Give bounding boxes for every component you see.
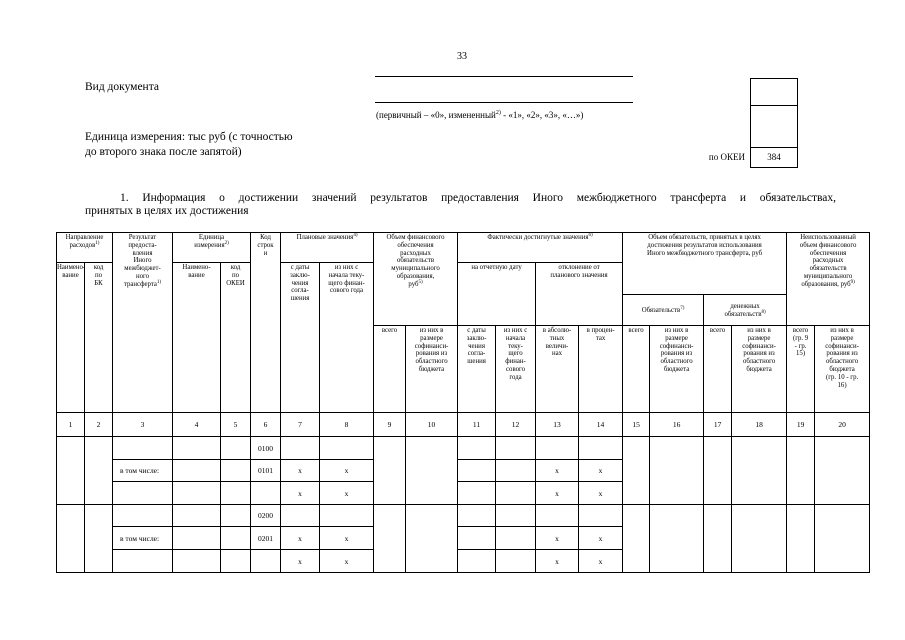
unit-name-cell xyxy=(173,527,221,550)
column-number: 1 xyxy=(57,413,85,437)
header-direction: Направление расходов$^{1)}$ xyxy=(57,233,113,263)
monetary-total-cell xyxy=(704,437,732,505)
column-number: 9 xyxy=(374,413,406,437)
header-actual-from-agreement: с даты заклю- чения согла- шения xyxy=(458,326,496,413)
plan-from-agreement-cell: x xyxy=(281,482,320,505)
code-box-cell-doc-type xyxy=(751,105,797,147)
column-number: 19 xyxy=(787,413,815,437)
row-code-cell xyxy=(251,550,281,573)
deviation-abs-cell: x xyxy=(536,460,579,482)
header-deviation-abs: в абсолю- тных величи- нах xyxy=(536,326,579,413)
deviation-pct-cell xyxy=(579,437,623,460)
header-obligations: Объем обязательств, принятых в целях достижения результатов использования Иного межбюджетного трансферта, руб xyxy=(623,233,787,295)
actual-from-agreement-cell xyxy=(458,482,496,505)
header-deviation: отклонение от планового значения xyxy=(536,263,623,326)
column-number: 5 xyxy=(221,413,251,437)
unit-name-cell xyxy=(173,460,221,482)
header-row-code: Код строк и xyxy=(251,233,281,413)
footnote-mark: 2) xyxy=(495,110,501,116)
deviation-pct-cell: x xyxy=(579,550,623,573)
header-monetary-total: всего xyxy=(704,326,732,413)
header-funding-cofin: из них в размере софинанси- рования из областного бюджета xyxy=(406,326,458,413)
header-obligations-accepted: Обязательств$^{7)}$ xyxy=(623,295,704,326)
funding-total-cell xyxy=(374,437,406,505)
column-number: 7 xyxy=(281,413,320,437)
okei-label: по ОКЕИ xyxy=(708,152,745,162)
deviation-abs-cell xyxy=(536,505,579,527)
row-code-cell: 0100 xyxy=(251,437,281,460)
actual-from-agreement-cell xyxy=(458,460,496,482)
header-obligations-monetary: денежных обязательств$^{8)}$ xyxy=(704,295,787,326)
column-number: 2 xyxy=(85,413,113,437)
deviation-pct-cell: x xyxy=(579,460,623,482)
actual-from-agreement-cell xyxy=(458,550,496,573)
plan-current-year-cell: x xyxy=(320,550,374,573)
header-funding: Объем финансового обеспечения расходных обязательств муниципального образования, руб$^{5)}$ xyxy=(374,233,458,326)
header-planned-from-agreement: с даты заклю- чения согла- шения xyxy=(281,263,320,413)
column-number: 13 xyxy=(536,413,579,437)
header-obligations-total: всего xyxy=(623,326,650,413)
column-number: 16 xyxy=(650,413,704,437)
unit-code-cell xyxy=(221,482,251,505)
obligations-total-cell xyxy=(623,505,650,573)
header-result: Результат предоста- вления Иного межбюджет- ного трансферта$^{1)}$ xyxy=(113,233,173,413)
actual-from-agreement-cell xyxy=(458,437,496,460)
monetary-total-cell xyxy=(704,505,732,573)
doc-type-line xyxy=(375,76,633,77)
unused-total-cell xyxy=(787,505,815,573)
unit-name-cell xyxy=(173,482,221,505)
result-cell: в том числе: xyxy=(113,460,173,482)
plan-current-year-cell: x xyxy=(320,527,374,550)
header-direction-code: код по БК xyxy=(85,263,113,413)
obligations-cofin-cell xyxy=(650,437,704,505)
result-cell xyxy=(113,505,173,527)
actual-current-year-cell xyxy=(496,437,536,460)
row-code-cell: 0200 xyxy=(251,505,281,527)
code-box xyxy=(750,78,798,168)
unit-code-cell xyxy=(221,460,251,482)
page-number: 33 xyxy=(457,51,467,62)
row-code-cell: 0101 xyxy=(251,460,281,482)
unit-code-cell xyxy=(221,505,251,527)
deviation-abs-cell: x xyxy=(536,482,579,505)
column-number: 17 xyxy=(704,413,732,437)
deviation-pct-cell: x xyxy=(579,527,623,550)
obligations-cofin-cell xyxy=(650,505,704,573)
unused-total-cell xyxy=(787,437,815,505)
funding-cofin-cell xyxy=(406,437,458,505)
deviation-pct-cell xyxy=(579,505,623,527)
actual-from-agreement-cell xyxy=(458,527,496,550)
plan-current-year-cell xyxy=(320,437,374,460)
column-number: 15 xyxy=(623,413,650,437)
result-cell xyxy=(113,550,173,573)
column-number: 4 xyxy=(173,413,221,437)
column-number: 14 xyxy=(579,413,623,437)
direction-code-cell xyxy=(85,505,113,573)
header-unused-total: всего (гр. 9 - гр. 15) xyxy=(787,326,815,413)
unused-cofin-cell xyxy=(815,505,870,573)
doc-type-note xyxy=(376,110,583,121)
doc-type-field-line xyxy=(375,102,633,103)
header-unit: Единица измерения$^{2)}$ xyxy=(173,233,251,263)
deviation-abs-cell xyxy=(536,437,579,460)
plan-current-year-cell xyxy=(320,505,374,527)
monetary-cofin-cell xyxy=(732,437,787,505)
plan-from-agreement-cell xyxy=(281,505,320,527)
results-table xyxy=(56,232,870,573)
column-number: 10 xyxy=(406,413,458,437)
result-cell xyxy=(113,437,173,460)
doc-type-note-text: (первичный – «0», измененный xyxy=(376,110,496,120)
deviation-abs-cell: x xyxy=(536,550,579,573)
deviation-pct-cell: x xyxy=(579,482,623,505)
direction-name-cell xyxy=(57,505,85,573)
result-cell xyxy=(113,482,173,505)
header-deviation-pct: в процен- тах xyxy=(579,326,623,413)
unit-of-measure-line1: Единица измерения: тыс руб (с точностью xyxy=(85,131,293,143)
header-obligations-cofin: из них в размере софинанси- рования из областного бюджета xyxy=(650,326,704,413)
column-number: 6 xyxy=(251,413,281,437)
result-cell: в том числе: xyxy=(113,527,173,550)
row-code-cell: 0201 xyxy=(251,527,281,550)
direction-name-cell xyxy=(57,437,85,505)
actual-current-year-cell xyxy=(496,527,536,550)
section-heading-line1: 1. Информация о достижении значений результатов предоставления Иного межбюджетного трансферта и обязательствах, xyxy=(120,192,836,204)
plan-current-year-cell: x xyxy=(320,460,374,482)
doc-type-note-values: - «1», «2», «3», «…») xyxy=(500,110,584,120)
header-planned-current-year: из них с начала теку- щего финан- сового года xyxy=(320,263,374,413)
header-funding-total: всего xyxy=(374,326,406,413)
plan-from-agreement-cell: x xyxy=(281,527,320,550)
deviation-abs-cell: x xyxy=(536,527,579,550)
unit-name-cell xyxy=(173,550,221,573)
header-actual: Фактически достигнутые значения$^{6)}$ xyxy=(458,233,623,263)
header-unit-code: код по ОКЕИ xyxy=(221,263,251,413)
column-number: 20 xyxy=(815,413,870,437)
actual-current-year-cell xyxy=(496,482,536,505)
unit-code-cell xyxy=(221,527,251,550)
unit-name-cell xyxy=(173,437,221,460)
header-actual-report-date: на отчетную дату xyxy=(458,263,536,326)
funding-cofin-cell xyxy=(406,505,458,573)
header-monetary-cofin: из них в размере софинанси- рования из областного бюджета xyxy=(732,326,787,413)
column-number: 8 xyxy=(320,413,374,437)
monetary-cofin-cell xyxy=(732,505,787,573)
plan-from-agreement-cell: x xyxy=(281,550,320,573)
direction-code-cell xyxy=(85,437,113,505)
header-actual-current-year: из них с начала теку- щего финан- сового года xyxy=(496,326,536,413)
unit-name-cell xyxy=(173,505,221,527)
actual-current-year-cell xyxy=(496,460,536,482)
header-planned: Плановые значения$^{4)}$ xyxy=(281,233,374,263)
header-unused-cofin: из них в размере софинанси- рования из областного бюджета (гр. 10 - гр. 16) xyxy=(815,326,870,413)
okei-code: 384 xyxy=(751,147,797,167)
column-number: 18 xyxy=(732,413,787,437)
actual-current-year-cell xyxy=(496,505,536,527)
doc-type-label: Вид документа xyxy=(85,81,159,93)
obligations-total-cell xyxy=(623,437,650,505)
section-heading-line2: принятых в целях их достижения xyxy=(85,205,249,217)
header-unit-name: Наимено- вание xyxy=(173,263,221,413)
actual-from-agreement-cell xyxy=(458,505,496,527)
column-number: 11 xyxy=(458,413,496,437)
column-number: 3 xyxy=(113,413,173,437)
unit-code-cell xyxy=(221,550,251,573)
actual-current-year-cell xyxy=(496,550,536,573)
unit-code-cell xyxy=(221,437,251,460)
header-unused: Неиспользованный объем финансового обеспечения расходных обязательств муниципального образования, руб$^{9)}$ xyxy=(787,233,870,326)
plan-from-agreement-cell: x xyxy=(281,460,320,482)
unused-cofin-cell xyxy=(815,437,870,505)
plan-current-year-cell: x xyxy=(320,482,374,505)
header-direction-name: Наимено- вание xyxy=(57,263,85,413)
plan-from-agreement-cell xyxy=(281,437,320,460)
row-code-cell xyxy=(251,482,281,505)
code-box-cell-top xyxy=(751,79,797,105)
column-number: 12 xyxy=(496,413,536,437)
funding-total-cell xyxy=(374,505,406,573)
unit-of-measure-line2: до второго знака после запятой) xyxy=(85,146,242,158)
